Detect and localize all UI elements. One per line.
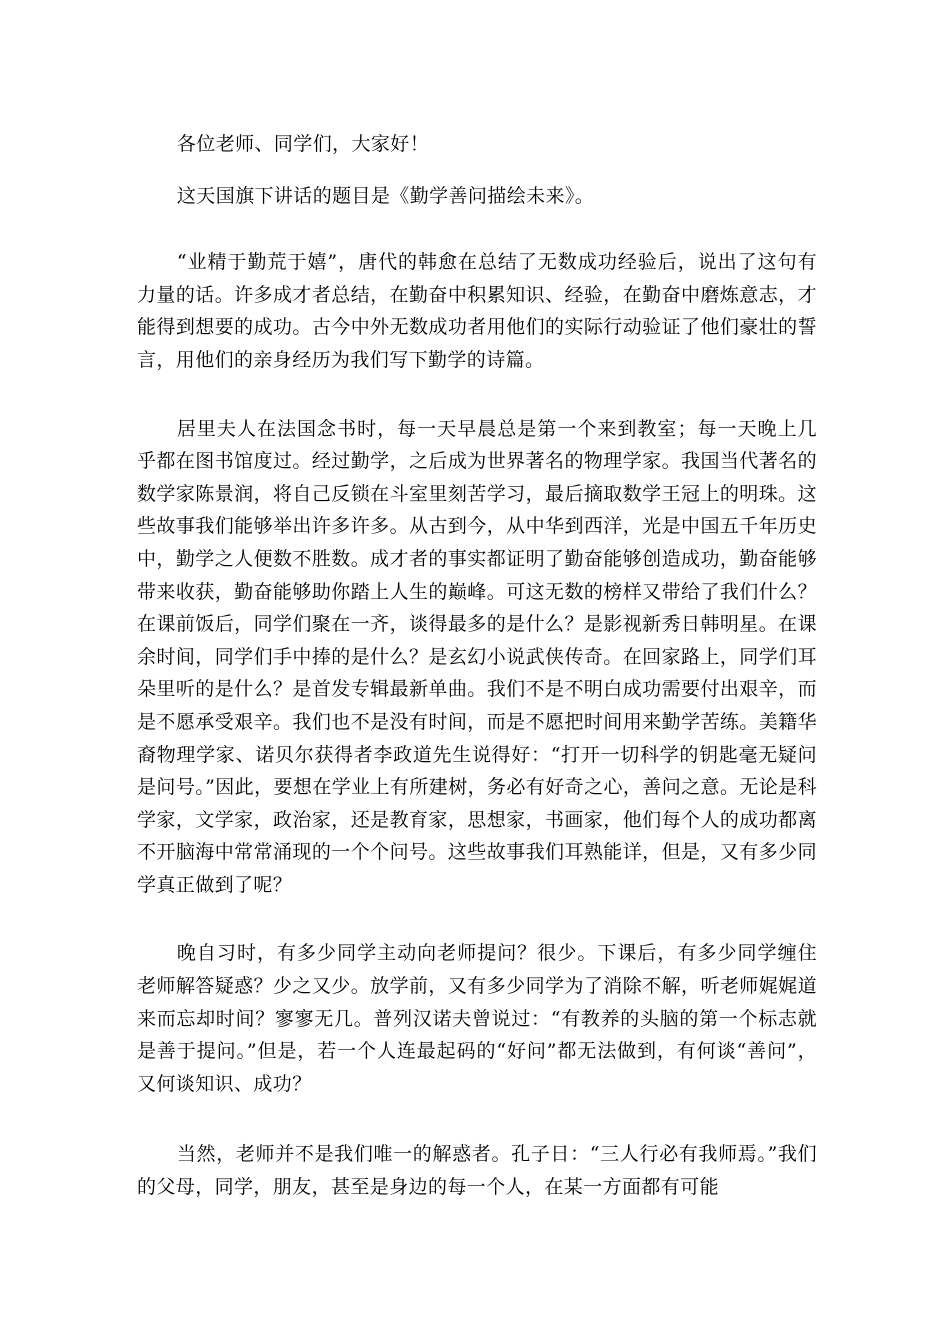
paragraph-examples: 居里夫人在法国念书时，每一天早晨总是第一个来到教室；每一天晚上几乎都在图书馆度过。经过勤学，之后成为世界著名的物理学家。我国当代著名的数学家陈景润，将自己反锁在斗室里刻苦学习，最后摘取数学王冠上的明珠。这些故事我们能够举出许多许多。从古到今，从中华到西洋，光是中国五千年历史中，勤学之人便数不胜数。成才者的事实都证明了勤奋能够创造成功，勤奋能够带来收获，勤奋能够助你踏上人生的巅峰。可这无数的榜样又带给了我们什么？在课前饭后，同学们聚在一齐，谈得最多的是什么？是影视新秀日韩明星。在课余时间，同学们手中捧的是什么？是玄幻小说武侠传奇。在回家路上，同学们耳朵里听的是什么？是首发专辑最新单曲。我们不是不明白成功需要付出艰辛，而是不愿承受艰辛。我们也不是没有时间，而是不愿把时间用来勤学苦练。美籍华裔物理学家、诺贝尔获得者李政道先生说得好：“打开一切科学的钥匙毫无疑问是问号。”因此，要想在学业上有所建树，务必有好奇之心，善问之意。无论是科学家，文学家，政治家，还是教育家，思想家，书画家，他们每个人的成功都离不开脑海中常常涌现的一个个问号。这些故事我们耳熟能详，但是，又有多少同学真正做到了呢？ <box>137 417 817 896</box>
greeting-line: 各位老师、同学们，大家好！ <box>176 133 430 155</box>
topic-line: 这天国旗下讲话的题目是《勤学善问描绘未来》。 <box>176 184 595 207</box>
paragraph-asking-questions: 晚自习时，有多少同学主动向老师提问？很少。下课后，有多少同学缠住老师解答疑惑？少之又少。放学前，又有多少同学为了消除不解，听老师娓娓道来而忘却时间？寥寥无几。普列汉诺夫曾说过：“有教养的头脑的第一个标志就是善于提问。”但是，若一个人连最起码的“好问”都无法做到，有何谈“善问”，又何谈知识、成功？ <box>137 942 817 1095</box>
paragraph-diligence-quote: “业精于勤荒于嬉”，唐代的韩愈在总结了无数成功经验后，说出了这句有力量的话。许多成才者总结，在勤奋中积累知识、经验，在勤奋中磨炼意志，才能得到想要的成功。古今中外无数成功者用他们的实际行动验证了他们豪壮的誓言，用他们的亲身经历为我们写下勤学的诗篇。 <box>137 251 817 371</box>
speech-body <box>137 128 817 1204</box>
paragraph-teachers: 当然，老师并不是我们唯一的解惑者。孔子日：“三人行必有我师焉。”我们的父母，同学，朋友，甚至是身边的每一个人，在某一方面都有可能 <box>137 1143 817 1199</box>
